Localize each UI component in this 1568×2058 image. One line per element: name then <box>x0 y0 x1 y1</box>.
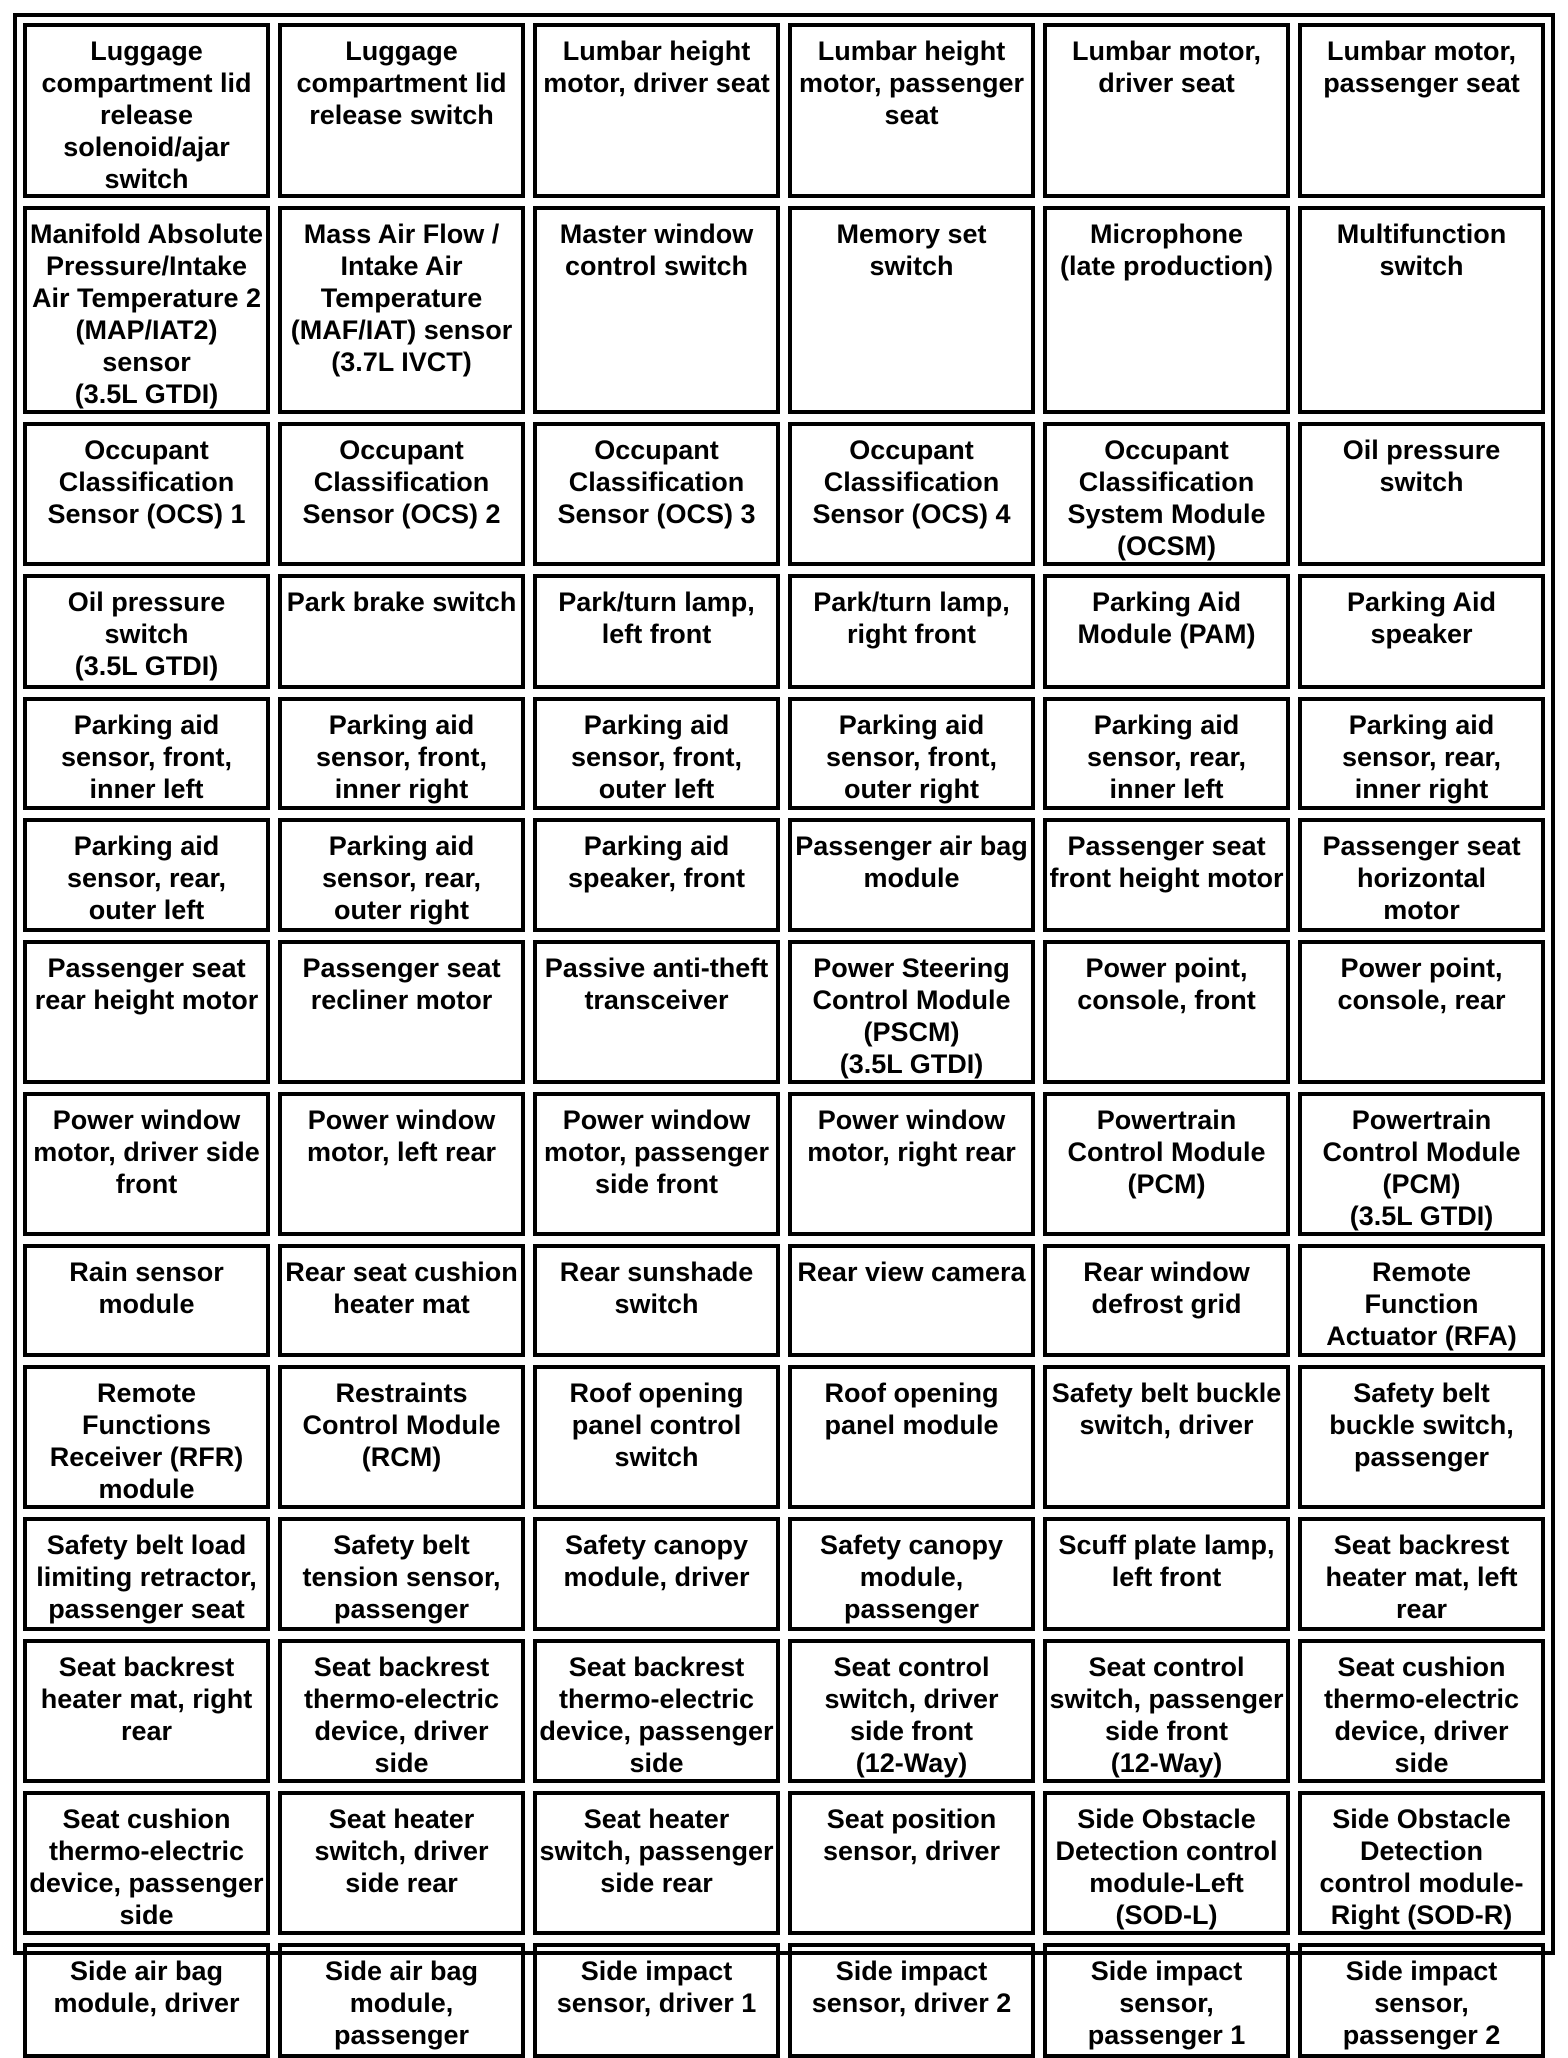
table-cell: Seat backrest thermo-electric device, passenger side <box>533 1639 780 1783</box>
table-cell: Side impact sensor, driver 1 <box>533 1943 780 2058</box>
table-cell: Roof opening panel module <box>788 1365 1035 1509</box>
table-cell: Side Obstacle Detection control module-Left (SOD-L) <box>1043 1791 1290 1935</box>
table-cell: Parking Aid Module (PAM) <box>1043 574 1290 689</box>
table-cell: Power window motor, passenger side front <box>533 1092 780 1236</box>
table-cell: Safety canopy module, driver <box>533 1517 780 1631</box>
table-cell: Lumbar motor, driver seat <box>1043 23 1290 198</box>
table-cell: Occupant Classification Sensor (OCS) 2 <box>278 422 525 566</box>
table-cell: Power Steering Control Module (PSCM) (3.5L GTDI) <box>788 940 1035 1084</box>
table-cell: Side impact sensor, passenger 1 <box>1043 1943 1290 2058</box>
table-cell: Seat cushion thermo-electric device, driver side <box>1298 1639 1545 1783</box>
table-cell: Rear sunshade switch <box>533 1244 780 1357</box>
table-cell: Safety belt load limiting retractor, passenger seat <box>23 1517 270 1631</box>
table-cell: Passenger seat recliner motor <box>278 940 525 1084</box>
table-cell: Park/turn lamp, right front <box>788 574 1035 689</box>
table-cell: Seat control switch, passenger side front (12-Way) <box>1043 1639 1290 1783</box>
table-cell: Roof opening panel control switch <box>533 1365 780 1509</box>
table-cell: Parking aid sensor, front, inner right <box>278 697 525 810</box>
table-cell: Seat heater switch, passenger side rear <box>533 1791 780 1935</box>
table-cell: Side impact sensor, passenger 2 <box>1298 1943 1545 2058</box>
table-cell: Microphone (late production) <box>1043 206 1290 414</box>
table-cell: Seat backrest heater mat, left rear <box>1298 1517 1545 1631</box>
table-cell: Power point, console, rear <box>1298 940 1545 1084</box>
table-cell: Power window motor, left rear <box>278 1092 525 1236</box>
table-cell: Lumbar height motor, driver seat <box>533 23 780 198</box>
table-cell: Rain sensor module <box>23 1244 270 1357</box>
table-cell: Seat cushion thermo-electric device, passenger side <box>23 1791 270 1935</box>
table-cell: Parking aid speaker, front <box>533 818 780 932</box>
table-cell: Multifunction switch <box>1298 206 1545 414</box>
table-cell: Safety canopy module, passenger <box>788 1517 1035 1631</box>
table-cell: Side air bag module, driver <box>23 1943 270 2058</box>
table-cell: Side impact sensor, driver 2 <box>788 1943 1035 2058</box>
table-cell: Parking aid sensor, front, inner left <box>23 697 270 810</box>
table-cell: Passenger seat horizontal motor <box>1298 818 1545 932</box>
table-cell: Seat control switch, driver side front (12-Way) <box>788 1639 1035 1783</box>
table-cell: Safety belt buckle switch, driver <box>1043 1365 1290 1509</box>
table-cell: Power point, console, front <box>1043 940 1290 1084</box>
table-cell: Restraints Control Module (RCM) <box>278 1365 525 1509</box>
table-cell: Lumbar motor, passenger seat <box>1298 23 1545 198</box>
table-cell: Rear window defrost grid <box>1043 1244 1290 1357</box>
table-cell: Remote Functions Receiver (RFR) module <box>23 1365 270 1509</box>
table-cell: Parking aid sensor, rear, inner right <box>1298 697 1545 810</box>
table-cell: Seat position sensor, driver <box>788 1791 1035 1935</box>
table-cell: Passenger air bag module <box>788 818 1035 932</box>
table-cell: Seat heater switch, driver side rear <box>278 1791 525 1935</box>
table-cell: Rear view camera <box>788 1244 1035 1357</box>
table-cell: Luggage compartment lid release solenoid/ajar switch <box>23 23 270 198</box>
table-cell: Rear seat cushion heater mat <box>278 1244 525 1357</box>
table-cell: Lumbar height motor, passenger seat <box>788 23 1035 198</box>
table-cell: Parking Aid speaker <box>1298 574 1545 689</box>
table-cell: Side Obstacle Detection control module- Right (SOD-R) <box>1298 1791 1545 1935</box>
table-cell: Powertrain Control Module (PCM) (3.5L GTDI) <box>1298 1092 1545 1236</box>
table-cell: Seat backrest heater mat, right rear <box>23 1639 270 1783</box>
table-cell: Occupant Classification Sensor (OCS) 3 <box>533 422 780 566</box>
table-cell: Occupant Classification Sensor (OCS) 1 <box>23 422 270 566</box>
table-cell: Passenger seat front height motor <box>1043 818 1290 932</box>
table-cell: Parking aid sensor, rear, inner left <box>1043 697 1290 810</box>
table-cell: Seat backrest thermo-electric device, driver side <box>278 1639 525 1783</box>
table-cell: Occupant Classification System Module (OCSM) <box>1043 422 1290 566</box>
table-cell: Occupant Classification Sensor (OCS) 4 <box>788 422 1035 566</box>
table-cell: Mass Air Flow / Intake Air Temperature (MAF/IAT) sensor (3.7L IVCT) <box>278 206 525 414</box>
table-cell: Manifold Absolute Pressure/Intake Air Temperature 2 (MAP/IAT2) sensor (3.5L GTDI) <box>23 206 270 414</box>
table-cell: Parking aid sensor, front, outer right <box>788 697 1035 810</box>
table-cell: Safety belt tension sensor, passenger <box>278 1517 525 1631</box>
table-cell: Park brake switch <box>278 574 525 689</box>
table-cell: Memory set switch <box>788 206 1035 414</box>
table-cell: Parking aid sensor, rear, outer right <box>278 818 525 932</box>
table-cell: Passenger seat rear height motor <box>23 940 270 1084</box>
component-index-table <box>13 13 1555 2050</box>
table-cell: Powertrain Control Module (PCM) <box>1043 1092 1290 1236</box>
table-cell: Luggage compartment lid release switch <box>278 23 525 198</box>
table-cell: Scuff plate lamp, left front <box>1043 1517 1290 1631</box>
table-cell: Park/turn lamp, left front <box>533 574 780 689</box>
table-cell: Oil pressure switch (3.5L GTDI) <box>23 574 270 689</box>
table-cell: Safety belt buckle switch, passenger <box>1298 1365 1545 1509</box>
table-cell: Side air bag module, passenger <box>278 1943 525 2058</box>
table-cell: Master window control switch <box>533 206 780 414</box>
table-cell: Parking aid sensor, rear, outer left <box>23 818 270 932</box>
table-cell: Remote Function Actuator (RFA) <box>1298 1244 1545 1357</box>
table-cell: Passive anti-theft transceiver <box>533 940 780 1084</box>
table-cell: Oil pressure switch <box>1298 422 1545 566</box>
table-cell: Parking aid sensor, front, outer left <box>533 697 780 810</box>
table-cell: Power window motor, right rear <box>788 1092 1035 1236</box>
table-cell: Power window motor, driver side front <box>23 1092 270 1236</box>
